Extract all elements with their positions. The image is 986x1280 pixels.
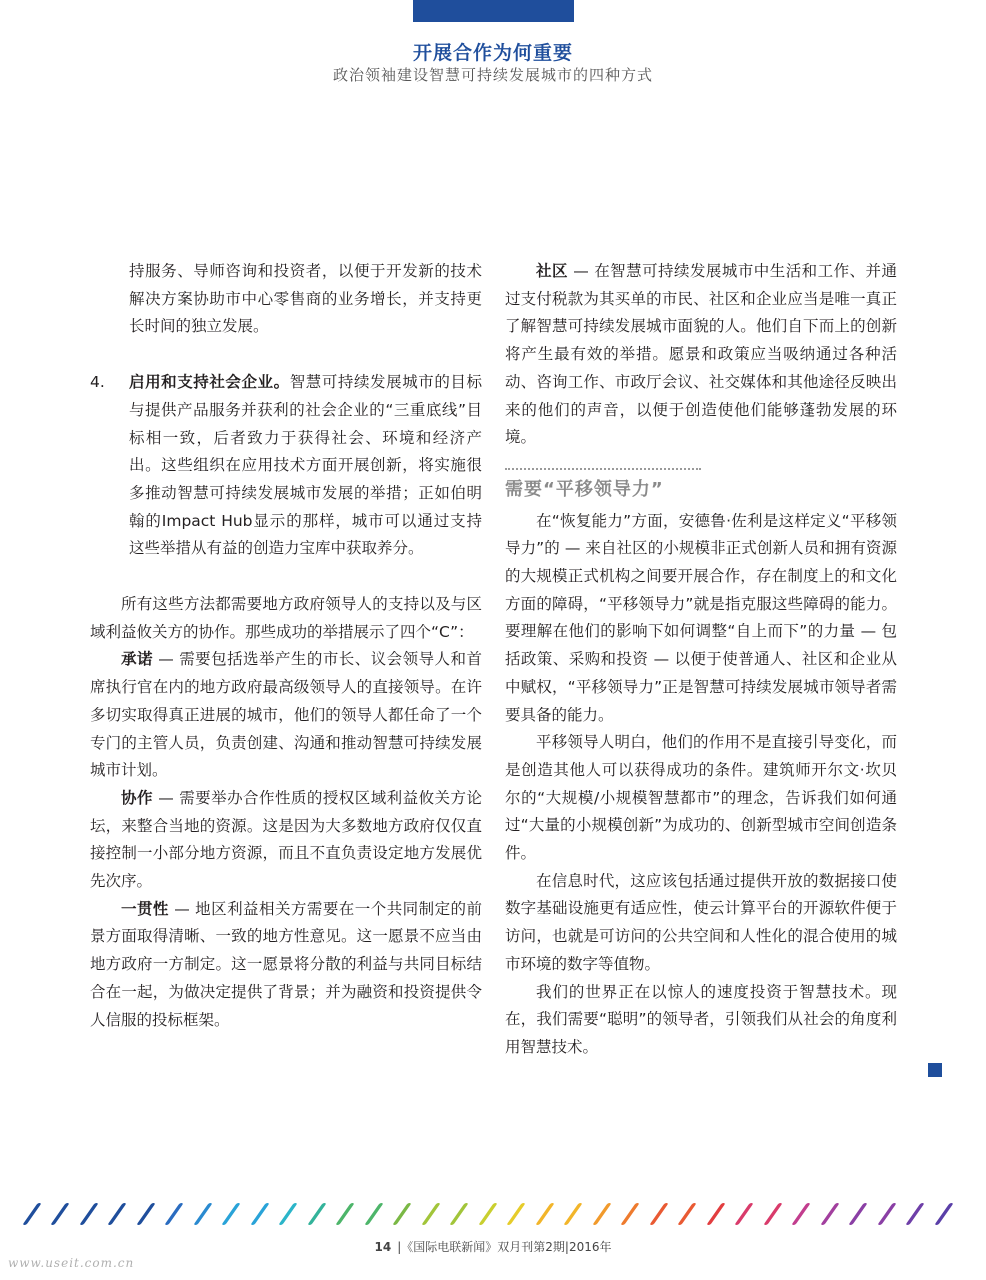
end-of-article-mark xyxy=(928,1063,942,1077)
stripe-slash xyxy=(620,1203,639,1225)
stripe-slash xyxy=(221,1203,240,1225)
commitment-paragraph xyxy=(90,646,482,785)
collaboration-paragraph xyxy=(90,785,482,896)
stripe-slash xyxy=(278,1203,297,1225)
top-accent-bar xyxy=(413,0,574,22)
stripe-slash xyxy=(193,1203,212,1225)
list-item-heading: 启用和支持社会企业。 xyxy=(129,373,290,392)
stripe-slash xyxy=(791,1203,810,1225)
stripe-slash xyxy=(763,1203,782,1225)
stripe-slash xyxy=(250,1203,269,1225)
right-column xyxy=(505,258,897,1062)
list-item-text: 智慧可持续发展城市的目标与提供产品服务并获利的社会企业的“三重底线”目标相一致，后者致力于获得社会、环境和经济产出。这些组织在应用技术方面开展创新，将实施很多推动智慧可持续发展城市发展的举措；正如伯明翰的Impact Hub显示的那样，城市可以通过支持这些举措从有益的创造力宝库中获取养分。 xyxy=(129,373,482,558)
page-title: 开展合作为何重要 xyxy=(412,42,573,64)
stripe-slash xyxy=(592,1203,611,1225)
consistency-text: — 地区利益相关方需要在一个共同制定的前景方面取得清晰、一致的地方性意见。这一愿景不应当由地方政府一方制定。这一愿景将分散的利益与共同目标结合在一起，为做决定提供了背景；并为融资和投资提供令人信服的投标框架。 xyxy=(90,899,482,1029)
closing-paragraph: 我们的世界正在以惊人的速度投资于智慧技术。现在，我们需要“聪明”的领导者，引领我们从社会的角度利用智慧技术。 xyxy=(505,982,897,1056)
stripe-slash xyxy=(734,1203,753,1225)
leaders-role-paragraph: 平移领导人明白，他们的作用不是直接引导变化，而是创造其他人可以获得成功的条件。建筑师开尔文·坎贝尔的“大规模/小规模智慧都市”的理念，告诉我们如何通过“大量的小规模创新”为成功的、创新型城市空间创造条件。 xyxy=(505,733,897,863)
stripe-slash xyxy=(364,1203,383,1225)
collaboration-heading: 协作 xyxy=(121,788,153,807)
stripe-slash xyxy=(563,1203,582,1225)
stripe-slash xyxy=(307,1203,326,1225)
collaboration-text: — 需要举办合作性质的授权区域利益攸关方论坛，来整合当地的资源。这是因为大多数地方政府仅仅直接控制一小部分地方资源，而且不直负责设定地方发展优先次序。 xyxy=(90,788,482,891)
publication-info: |《国际电联新闻》双月刊第2期|2016年 xyxy=(397,1240,612,1254)
stripe-slash xyxy=(535,1203,554,1225)
page-subtitle: 政治领袖建设智慧可持续发展城市的四种方式 xyxy=(332,66,653,84)
stripe-slash xyxy=(335,1203,354,1225)
stripe-slash xyxy=(107,1203,126,1225)
four-c-intro-paragraph: 所有这些方法都需要地方政府领导人的支持以及与区域利益攸关方的协作。那些成功的举措展示了四个“C”： xyxy=(90,595,482,641)
stripe-slash xyxy=(392,1203,411,1225)
information-age-paragraph: 在信息时代，这应该包括通过提供开放的数据接口使数字基础设施更有适应性，使云计算平台的开源软件便于访问，也就是可访问的公共空间和人性化的混合使用的城市环境的数字等值物。 xyxy=(505,871,897,973)
community-heading: 社区 xyxy=(536,262,568,280)
stripe-slash xyxy=(79,1203,98,1225)
stripe-slash xyxy=(136,1203,155,1225)
intro-continued-paragraph: 持服务、导师咨询和投资者，以便于开发新的技术解决方案协助市中心零售商的业务增长，并支持更长时间的独立发展。 xyxy=(129,262,482,336)
stripe-slash xyxy=(449,1203,468,1225)
list-item-4 xyxy=(90,369,482,563)
stripe-slash xyxy=(905,1203,924,1225)
site-watermark: www.useit.com.cn xyxy=(8,1256,135,1270)
list-item-body xyxy=(129,369,482,563)
left-column xyxy=(90,258,482,1034)
stripe-slash xyxy=(649,1203,668,1225)
list-item-number: 4. xyxy=(90,373,105,392)
stripe-slash xyxy=(50,1203,69,1225)
stripe-slash xyxy=(478,1203,497,1225)
section-divider xyxy=(505,468,701,470)
stripe-slash xyxy=(22,1203,41,1225)
page-number: 14 xyxy=(374,1240,392,1254)
stripe-slash xyxy=(820,1203,839,1225)
stripe-slash xyxy=(848,1203,867,1225)
stripe-slash xyxy=(706,1203,725,1225)
stripe-slash xyxy=(877,1203,896,1225)
decorative-color-stripe xyxy=(20,1203,970,1229)
stripe-slash xyxy=(421,1203,440,1225)
community-text: — 在智慧可持续发展城市中生活和工作、并通过支付税款为其买单的市民、社区和企业应当是唯一真正了解智慧可持续发展城市面貌的人。他们自下而上的创新将产生最有效的举措。愿景和政策应当吸纳通过各种活动、咨询工作、市政厅会议、社交媒体和其他途径反映出来的他们的声音，以便于创造使他们能够蓬勃发展的环境。 xyxy=(505,262,897,447)
stripe-slash xyxy=(934,1203,953,1225)
stripe-slash xyxy=(164,1203,183,1225)
section-subheading: 需要“平移领导力” xyxy=(505,478,664,500)
stripe-slash xyxy=(506,1203,525,1225)
stripe-slash xyxy=(677,1203,696,1225)
commitment-heading: 承诺 xyxy=(121,650,153,669)
consistency-heading: 一贯性 xyxy=(121,899,169,918)
page-footer xyxy=(0,1238,986,1255)
commitment-text: — 需要包括选举产生的市长、议会领导人和首席执行官在内的地方政府最高级领导人的直接领导。在许多切实取得真正进展的城市，他们的领导人都任命了一个专门的主管人员，负责创建、沟通和推动智慧可持续发展城市计划。 xyxy=(90,650,482,780)
translational-leadership-paragraph: 在“恢复能力”方面，安德鲁·佐利是这样定义“平移领导力”的 — 来自社区的小规模非正式创新人员和拥有资源的大规模正式机构之间要开展合作，存在制度上的和文化方面的障碍，“平移领导力”就是指克服这些障碍的能力。要理解在他们的影响下如何调整“自上而下”的力量 — 包括政策、采购和投资 — 以便于使普通人、社区和企业从中赋权，“平移领导力”正是智慧可持续发展城市领导者需要具备的能力。 xyxy=(505,511,897,724)
community-paragraph xyxy=(505,258,897,452)
consistency-paragraph xyxy=(90,896,482,1035)
